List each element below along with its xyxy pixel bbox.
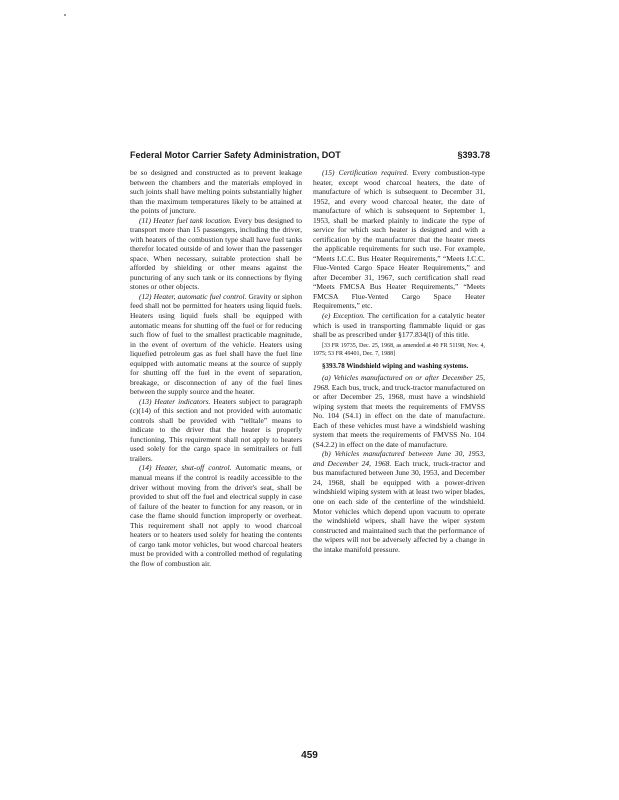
left-column (130, 168, 302, 568)
paragraph-text: Gravity or siphon feed shall not be permitted for heaters using liquid fuels. Heaters using liquid fuels shall be equipped with automatic means for shutting off the fuel or for reducing such flow of fuel to the smallest practicable magnitude, in the event of overturn of the vehicle. Heaters using liquefied petroleum gas as fuel shall have the fuel line equipped with automatic means at the source of supply for shutting off the fuel in the event of separation, breakage, or disconnection of any of the fuel lines between the supply source and the heater. (130, 291, 302, 397)
paragraph-heading: (14) Heater, shut-off control. (139, 463, 232, 473)
paragraph (130, 463, 302, 568)
paragraph-text: Each truck, truck-tractor and bus manufactured between June 30, 1953, and December 24, 1968, shall be equipped with a power-driven windshield wiping system with at least two wiper blades, one on each side of the centerline of the windshield. Motor vehicles which depend upon vacuum to operate the windshield wipers, shall have the wiper system constructed and maintained such that the performance of the wipers will not be adversely affected by a change in the intake manifold pressure. (313, 458, 485, 554)
citation: [33 FR 19735, Dec. 25, 1968, as amended at 40 FR 51198, Nov. 4, 1975; 53 FR 49401, Dec. 7, 1988] (313, 342, 485, 357)
section-heading: §393.78 Windshield wiping and washing systems. (322, 361, 469, 370)
paragraph (313, 311, 485, 340)
paragraph-heading: (11) Heater fuel tank location. (139, 215, 232, 225)
paragraph (130, 292, 302, 397)
paragraph (130, 397, 302, 464)
paragraph-heading: (b) Vehicles manufactured between June 30, 1953, and December 24, 1968. (313, 449, 485, 468)
paragraph-heading: (a) Vehicles manufactured on or after December 25, 1968. (313, 373, 485, 392)
paragraph-heading: (12) Heater, automatic fuel control. (139, 291, 247, 301)
paragraph-text: Automatic means, or manual means if the control is readily accessible to the driver without moving from the driver's seat, shall be provided to shut off the fuel and electrical supply in case of failure of the heater to function for any reason, or in case the flame should function improperly or overheat. This requirement shall not apply to wood charcoal heaters or to heaters used solely for heating the contents of cargo tank motor vehicles, but wood charcoal heaters must be provided with a controlled method of regulating the flow of combustion air. (130, 463, 303, 568)
paragraph (130, 216, 302, 292)
paragraph-text: The certification for a catalytic heater which is used in transporting flammable liquid or gas shall be as prescribed under §177.834(l) of this title. (313, 310, 485, 340)
paragraph (313, 449, 485, 554)
paragraph-text: Every combustion-type heater, except wood charcoal heaters, the date of manufacture of which is subsequent to December 31, 1952, and every wood charcoal heater, the date of manufacture of which is subsequent to September 1, 1953, shall be marked plainly to indicate the type of service for which such heater is designed and with a certification by the manufacturer that the heater meets the applicable requirements for such use. For example, “Meets I.C.C. Bus Heater Requirements,” “Meets I.C.C. Flue-Vented Cargo Space Heater Requirements,” and after December 31, 1967, such certification shall read “Meets FMCSA Bus Heater Requirements,” “Meets FMCSA Flue-Vented Cargo Space Heater Requirements,” etc. (313, 168, 485, 311)
paragraph-text: be so designed and constructed as to prevent leakage between the chambers and the materials employed in such joints shall have melting points substantially higher than the maximum temperatures likely to be attained at the points of juncture. (130, 168, 302, 216)
paragraph-heading: (15) Certification required. (322, 168, 409, 177)
page-number: 459 (301, 750, 318, 761)
paragraph-heading: (13) Heater indicators. (139, 396, 211, 406)
header-section: §393.78 (457, 150, 490, 160)
scan-speck (64, 14, 66, 16)
paragraph-text: Heaters subject to paragraph (c)(14) of this section and not provided with automatic controls shall be provided with “telltale” means to indicate to the driver that the heater is properly functioning. This requirement shall not apply to heaters used solely for the cargo space in semitrailers or full trailers. (130, 396, 302, 463)
paragraph-heading: (e) Exception. (322, 310, 365, 320)
paragraph-text: Each bus, truck, and truck-tractor manufactured on or after December 25, 1968, must have a windshield wiping system that meets the requirements of FMVSS No. 104 (S4.1) in effect on the date of manufacture. Each of these vehicles must have a windshield washing system that meets the requirements of FMVSS No. 104 (S4.2.2) in effect on the date of manufacture. (313, 382, 485, 449)
right-column (313, 168, 485, 554)
paragraph-text: Every bus designed to transport more than 15 passengers, including the driver, with heaters of the combustion type shall have fuel tanks therefor located outside of and lower than the passenger space. When necessary, suitable protection shall be afforded by shielding or other means against the puncturing of any such tank or its connections by flying stones or other objects. (130, 215, 302, 292)
paragraph (313, 373, 485, 449)
running-header (130, 150, 490, 166)
paragraph (313, 168, 485, 311)
header-agency: Federal Motor Carrier Safety Administration, DOT (130, 150, 341, 160)
